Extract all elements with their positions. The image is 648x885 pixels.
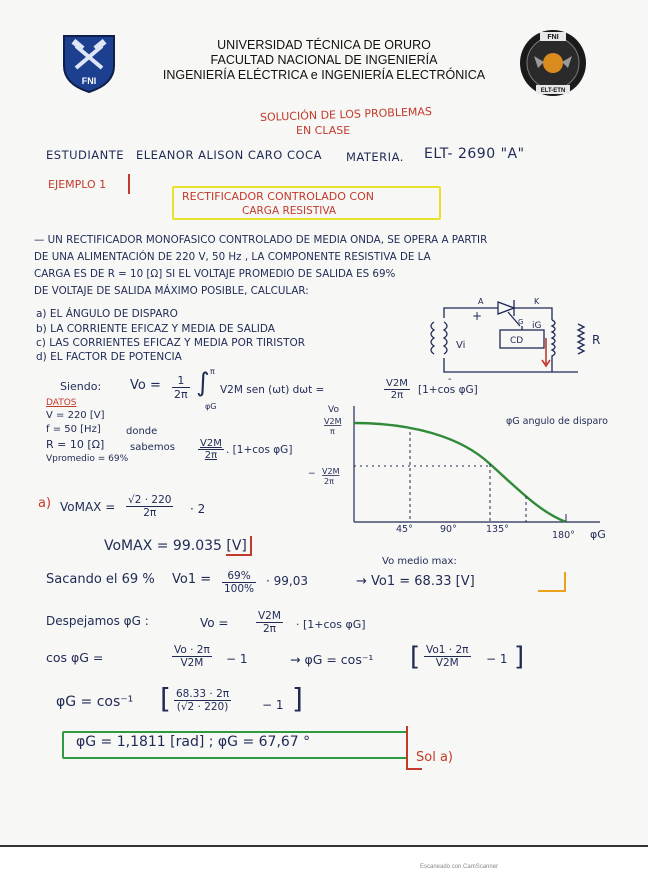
frac-vo2pi-v2m: $\frac{Vo \cdot 2\pi}{V2M}$ [174,644,210,669]
problem-line-1: — UN RECTIFICADOR MONOFASICO CONTROLADO DE MEDIA ONDA, SE OPERA A PARTIR [34,234,488,246]
bracket-open-2: [ [160,682,171,715]
plot-ymax-num: V2M [324,417,342,426]
scanner-watermark: Escaneado con CamScanner [420,864,499,870]
circuit-diagram [428,294,618,388]
integrand: V2M sen (ωt) dωt = [220,384,325,396]
sacando-label: Sacando el 69 % [46,572,155,587]
final-mark [406,726,408,770]
cos-minus-one: − 1 [226,652,248,666]
siendo-label: Siendo: [60,380,102,393]
final-answer: φG = 1,1811 [rad] ; φG = 67,67 ° [76,734,311,750]
svg-text:A: A [478,297,484,306]
svg-text:FNI: FNI [547,34,559,41]
plot-annotation: φG angulo de disparo [506,416,608,427]
times-two: · 2 [190,502,206,516]
svg-text:G: G [518,318,524,326]
bracket-open-1: [ [410,642,421,672]
bracket-1-cos: [1+cos φG] [418,384,478,396]
part-a-label: a) [38,496,52,511]
frac-sqrt2-220-2pi: $\frac{√2 \cdot 220}{2\pi}$ [128,494,172,519]
integral-upper-limit: π [210,367,215,376]
final-mark-foot [406,768,422,770]
frac-1-over-2pi: $\frac{1}{2\pi}$ [174,374,188,401]
phi-acos-arrow: → φG = cos⁻¹ [290,652,374,667]
svg-text:K: K [534,297,540,306]
frac-6833-2pi: $\frac{68.33 \cdot 2\pi}{(√2 \cdot 220)}$ [176,688,230,713]
frac-v2m-over-2pi: $\frac{V2M}{2\pi}$ [386,378,408,401]
student-label: ESTUDIANTE [46,148,125,162]
cos-phi-lhs: cos φG = [46,650,104,665]
phi-acos-lhs: φG = cos⁻¹ [56,694,134,710]
question-c: c) LAS CORRIENTES EFICAZ Y MEDIA POR TIRISTOR [36,337,306,349]
title-line1: SOLUCIÓN DE LOS PROBLEMAS [259,105,433,124]
despeje-tail: · [1+cos φG] [296,618,366,631]
elt-etn-badge-logo [516,28,590,98]
integral-sign: ∫ [196,368,210,398]
title-line2: EN CLASE [296,124,351,137]
vo1-result: → Vo1 = 68.33 [V] [356,574,475,589]
result-mark-1 [250,536,252,554]
vo1-equals: Vo1 = [172,572,212,587]
bracket-close-1: ] [514,642,525,672]
result-underline-1 [226,554,252,556]
tick-45: 45° [396,524,413,535]
scanner-footer [0,845,648,885]
frac-69-100: $\frac{69\%}{100\%}$ [224,570,255,595]
plot-xlabel: φG [590,528,606,541]
phi-minus-one: − 1 [262,698,284,712]
svg-text:ELT-ETN: ELT-ETN [540,88,566,94]
acos-minus-one: − 1 [486,652,508,666]
vomax-result: VoMAX = 99.035 [V] [104,538,247,554]
dato-f: f = 50 [Hz] [46,424,101,435]
tick-135: 135° [486,524,509,535]
frac-vo1-2pi-v2m: $\frac{Vo1 \cdot 2\pi}{V2M}$ [426,644,469,669]
svg-text:iG: iG [532,321,542,331]
problem-line-3: CARGA ES DE R = 10 [Ω] SI EL VOLTAJE PROMEDIO DE SALIDA ES 69% [34,268,396,280]
pct-times-9903: · 99,03 [266,574,308,588]
header-university: UNIVERSIDAD TÉCNICA DE ORURO [217,38,431,52]
tick-180: 180° [552,530,575,541]
example-label: EJEMPLO 1 [48,178,107,191]
plot-ymid-num: V2M [322,467,340,476]
header-career: INGENIERÍA ELÉCTRICA e INGENIERÍA ELECTRÓNICA [162,68,486,82]
header-faculty: FACULTAD NACIONAL DE INGENIERÍA [210,53,438,67]
vomax-equals: VoMAX = [60,500,116,514]
bracket-close-2: ] [292,682,303,715]
vo-vs-angle-plot [300,396,630,546]
problem-line-4: DE VOLTAJE DE SALIDA MÁXIMO POSIBLE, CALCULAR: [34,285,309,297]
question-a: a) EL ÁNGULO DE DISPARO [36,308,178,320]
topic-line2: CARGA RESISTIVA [242,205,337,217]
svg-text:R: R [592,333,601,347]
result-mark-2 [564,572,566,590]
tick-90: 90° [440,524,457,535]
result-underline-2 [538,590,566,592]
plot-ymid-sign: − [308,469,316,479]
frac-v2m-2pi-sabemos: $\frac{V2M}{2\pi}$ [200,438,222,461]
subject-code: ELT- 2690 "A" [424,146,525,162]
example-divider [128,174,130,194]
datos-label: DATOS [46,398,77,408]
despejamos-label: Despejamos φG : [46,614,149,628]
plot-ymax-den: π [330,427,335,436]
student-name: ELEANOR ALISON CARO COCA [136,148,322,162]
vo-medio-max-label: Vo medio max: [382,556,457,567]
question-d: d) EL FACTOR DE POTENCIA [36,351,182,363]
vo-equals: Vo = [130,378,161,393]
solution-a-label: Sol a) [416,750,453,765]
svg-text:CD: CD [510,336,524,346]
subject-label: MATERIA. [346,150,404,164]
plot-ymid-den: 2π [324,477,334,486]
dato-v: V = 220 [V] [46,410,105,421]
problem-line-2: DE UNA ALIMENTACIÓN DE 220 V, 50 Hz , LA COMPONENTE RESISTIVA DE LA [34,251,431,263]
frac-v2m-2pi-despeje: $\frac{V2M}{2\pi}$ [258,610,281,635]
sabemos-label: sabemos [130,442,175,453]
donde-label: donde [126,426,158,437]
topic-line1: RECTIFICADOR CONTROLADO CON [182,190,374,203]
svg-text:-: - [448,374,452,385]
svg-text:Vi: Vi [456,340,466,351]
svg-text:FNI: FNI [81,76,97,86]
integral-lower-limit: φG [205,402,217,411]
question-b: b) LA CORRIENTE EFICAZ Y MEDIA DE SALIDA [36,323,275,335]
despeje-vo-equals: Vo = [200,616,229,630]
sabemos-tail: . [1+cos φG] [226,444,293,456]
plot-vo-label: Vo [328,405,339,415]
dato-r: R = 10 [Ω] [46,438,105,451]
svg-text:+: + [472,309,483,323]
vo-curve [354,423,566,522]
dato-vpromedio: Vpromedio = 69% [46,454,129,464]
